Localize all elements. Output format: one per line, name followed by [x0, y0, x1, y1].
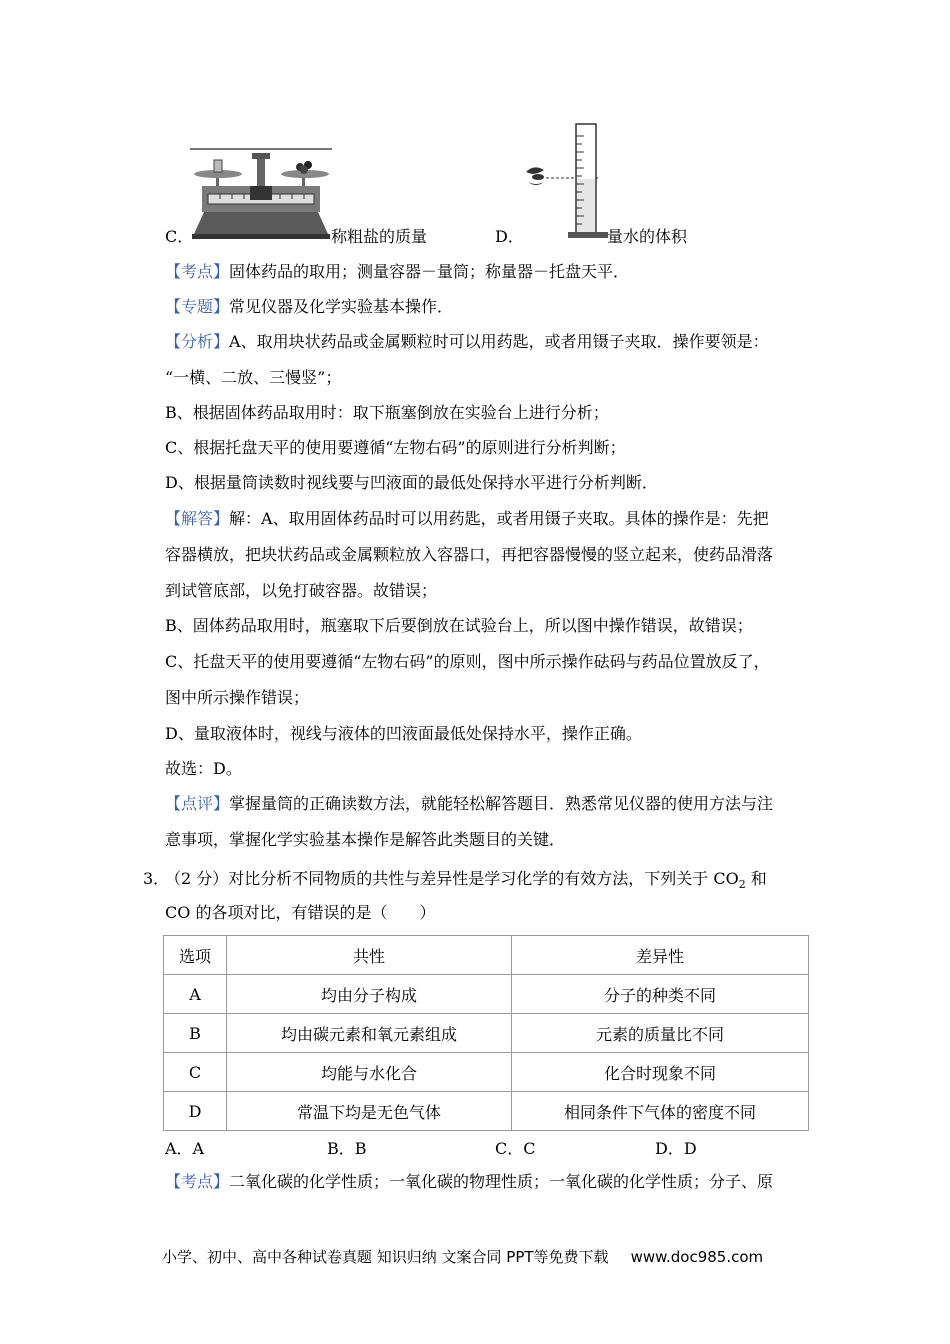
table-cell: A	[164, 975, 227, 1014]
fenxi-text-1: A、取用块状药品或金属颗粒时可以用药匙，或者用镊子夹取．操作要领是：	[229, 332, 769, 351]
table-cell: 元素的质量比不同	[512, 1014, 809, 1053]
zhuanti-text: 常见仪器及化学实验基本操作．	[229, 297, 454, 316]
jieda-text-5: C、托盘天平的使用要遵循“左物右码”的原则，图中所示操作砝码与药品位置放反了，	[165, 652, 770, 671]
balance-figure	[190, 148, 332, 240]
jieda-text-8: 故选：D。	[165, 759, 242, 778]
option-c-label: C．	[165, 227, 194, 246]
jieda-text-1: 解：A、取用固体药品时可以用药匙，或者用镊子夹取。具体的操作是：先把	[229, 509, 769, 528]
option-c-caption: 称粗盐的质量	[331, 227, 428, 246]
choice-b: B．B	[327, 1139, 367, 1158]
co2-subscript: 2	[738, 878, 746, 892]
q2-kaodian	[165, 261, 629, 283]
jieda-tag: 【解答】	[165, 509, 230, 528]
fenxi-text-2: “一横、二放、三慢竖”；	[165, 368, 342, 387]
q3-stem-1b: 和	[745, 869, 767, 888]
q3-kaodian-text: 二氧化碳的化学性质；一氧化碳的物理性质；一氧化碳的化学性质；分子、原	[229, 1172, 774, 1191]
kaodian-tag: 【考点】	[165, 262, 230, 281]
table-cell: 分子的种类不同	[512, 975, 809, 1014]
kaodian-text: 固体药品的取用；测量容器－量筒；称量器－托盘天平．	[229, 262, 630, 281]
table-row	[164, 1014, 809, 1053]
balance-illustration	[190, 148, 332, 240]
jieda-text-7: D、量取液体时，视线与液体的凹液面最低处保持水平，操作正确。	[165, 724, 642, 743]
fenxi-text-5: D、根据量筒读数时视线要与凹液面的最低处保持水平进行分析判断．	[165, 473, 658, 492]
q2-jieda-1	[165, 508, 769, 530]
table-cell: D	[164, 1092, 227, 1131]
page-footer	[162, 1246, 763, 1267]
fenxi-text-4: C、根据托盘天平的使用要遵循“左物右码”的原则进行分析判断；	[165, 438, 626, 457]
table-row	[164, 1053, 809, 1092]
q3-kaodian	[165, 1171, 773, 1193]
footer-text: 小学、初中、高中各种试卷真题 知识归纳 文案合同 PPT等免费下载	[162, 1248, 609, 1266]
option-d-label: D．	[495, 227, 524, 246]
dianping-tag: 【点评】	[165, 794, 230, 813]
table-row	[164, 1092, 809, 1131]
q2-fenxi-1	[165, 331, 769, 353]
dianping-text-2: 意事项，掌握化学实验基本操作是解答此类题目的关键．	[165, 830, 566, 849]
table-cell: 均能与水化合	[227, 1053, 512, 1092]
cylinder-figure	[524, 122, 614, 242]
zhuanti-tag: 【专题】	[165, 297, 230, 316]
header-common: 共性	[227, 936, 512, 975]
fenxi-tag: 【分析】	[165, 332, 230, 351]
footer-url[interactable]: www.doc985.com	[630, 1248, 764, 1266]
jieda-text-4: B、固体药品取用时，瓶塞取下后要倒放在试验台上，所以图中操作错误，故错误；	[165, 616, 753, 635]
choice-d: D．D	[655, 1139, 697, 1158]
table-row	[164, 975, 809, 1014]
dianping-text-1: 掌握量筒的正确读数方法，就能轻松解答题目．熟悉常见仪器的使用方法与注	[229, 794, 774, 813]
table-cell: C	[164, 1053, 227, 1092]
comparison-table	[163, 935, 809, 1131]
table-header-row	[164, 936, 809, 975]
q2-dianping-1	[165, 793, 773, 815]
fenxi-text-3: B、根据固体药品取用时：取下瓶塞倒放在实验台上进行分析；	[165, 403, 609, 422]
table-cell: B	[164, 1014, 227, 1053]
q2-zhuanti	[165, 296, 453, 318]
table-cell: 常温下均是无色气体	[227, 1092, 512, 1131]
option-d-caption: 量水的体积	[607, 227, 688, 246]
header-difference: 差异性	[512, 936, 809, 975]
jieda-text-3: 到试管底部，以免打破容器。故错误；	[165, 581, 438, 600]
graduated-cylinder-illustration	[524, 122, 614, 242]
q3-stem-1a: （2 分）对比分析不同物质的共性与差异性是学习化学的有效方法，下列关于 CO	[165, 869, 739, 888]
table-cell: 均由碳元素和氧元素组成	[227, 1014, 512, 1053]
table-cell: 相同条件下气体的密度不同	[512, 1092, 809, 1131]
q3-kaodian-tag: 【考点】	[165, 1172, 230, 1191]
choice-a: A．A	[165, 1139, 205, 1158]
table-cell: 化合时现象不同	[512, 1053, 809, 1092]
jieda-text-2: 容器横放，把块状药品或金属颗粒放入容器口，再把容器慢慢的竖立起来，使药品滑落	[165, 545, 774, 564]
q3-number: 3．	[143, 869, 170, 888]
table-cell: 均由分子构成	[227, 975, 512, 1014]
q3-stem-2: CO 的各项对比，有错误的是（ ）	[165, 903, 436, 922]
choice-c: C．C	[495, 1139, 536, 1158]
header-option: 选项	[164, 936, 227, 975]
jieda-text-6: 图中所示操作错误；	[165, 688, 310, 707]
q3-stem-1	[165, 866, 767, 891]
